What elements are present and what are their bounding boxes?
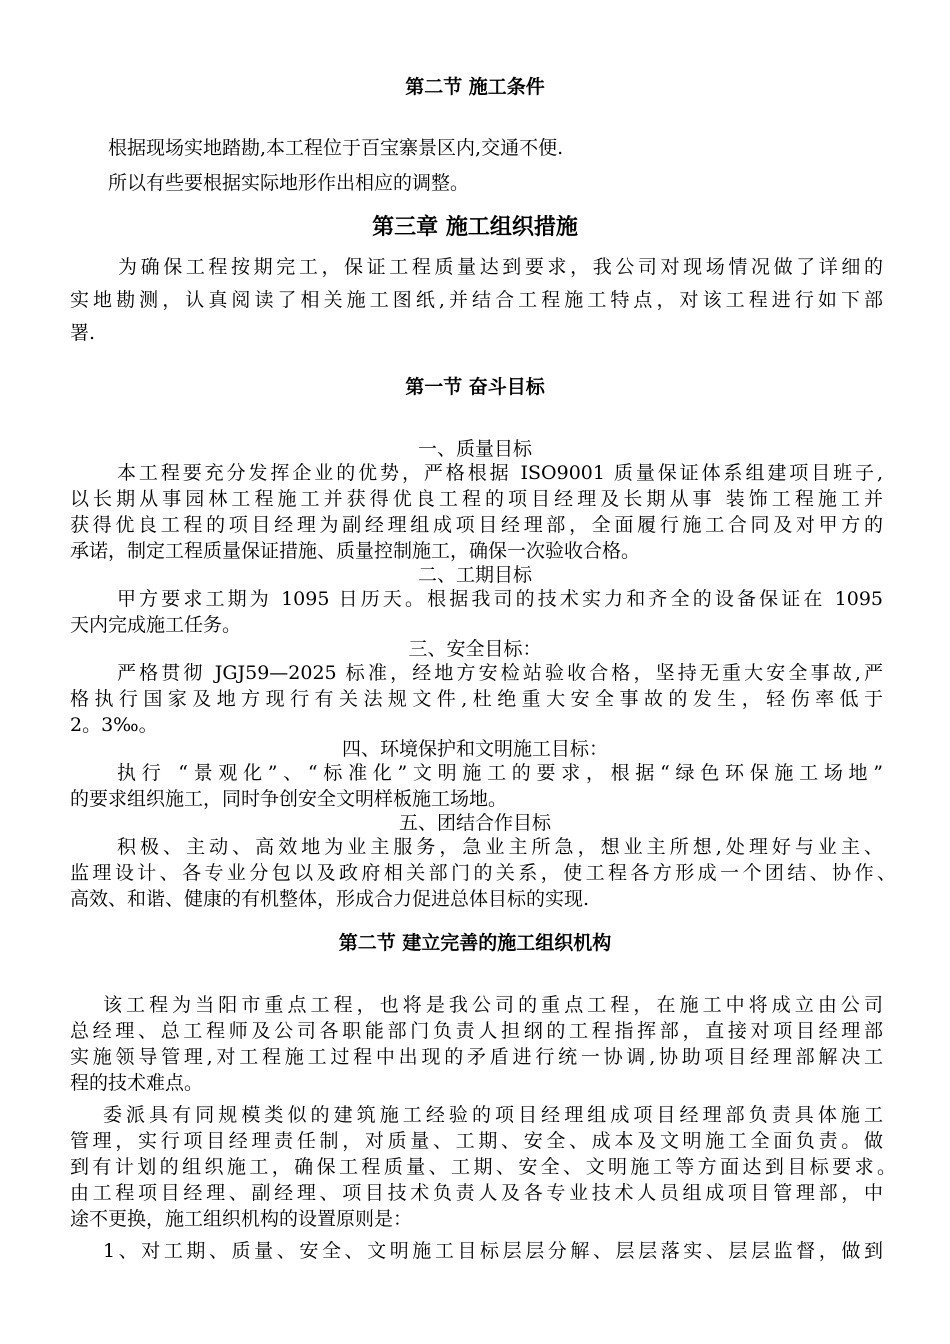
paragraph-line: 以长期从事园林工程施工并获得优良工程的项目经理及长期从事 装饰工程施工并 [70, 488, 883, 510]
paragraph-line: 委派具有同规模类似的建筑施工经验的项目经理组成项目经理部负责具体施工 [103, 1104, 883, 1126]
paragraph-line: 总经理、总工程师及公司各职能部门负责人担纲的工程指挥部，直接对项目经理部 [70, 1020, 883, 1042]
paragraph-line: 格执行国家及地方现行有关法规文件,杜绝重大安全事故的发生，轻伤率低于 [70, 688, 883, 710]
paragraph-line: 执行 “景观化”、“标准化”文明施工的要求，根据“绿色环保施工场地” [117, 762, 883, 784]
paragraph-line: 途不更换，施工组织机构的设置原则是： [70, 1208, 413, 1230]
paragraph-line: 严格贯彻 JGJ59—2025 标准，经地方安检站验收合格，坚持无重大安全事故,严 [117, 662, 883, 684]
chapter-title: 第三章 施工组织措施 [372, 214, 578, 240]
paragraph-line: 积极、主动、高效地为业主服务，急业主所急，想业主所想,处理好与业主、 [117, 836, 883, 858]
paragraph-line: 署. [70, 322, 96, 344]
paragraph-line: 的要求组织施工，同时争创安全文明样板施工场地。 [70, 788, 508, 810]
paragraph-line: 1、对工期、质量、安全、文明施工目标层层分解、层层落实、层层监督，做到 [103, 1240, 883, 1262]
goal-title-quality: 一、质量目标 [417, 438, 532, 460]
paragraph-line: 监理设计、各专业分包以及政府相关部门的关系，使工程各方形成一个团结、协作、 [70, 862, 896, 884]
paragraph-line: 本工程要充分发挥企业的优势，严格根据 ISO9001 质量保证体系组建项目班子, [117, 462, 883, 484]
paragraph-line: 实地勘测，认真阅读了相关施工图纸,并结合工程施工特点，对该工程进行如下部 [70, 289, 883, 311]
goal-title-safety: 三、安全目标： [408, 638, 542, 660]
goal-title-cooperation: 五、团结合作目标 [398, 812, 551, 834]
paragraph-line: 由工程项目经理、副经理、项目技术负责人及各专业技术人员组成项目管理部，中 [70, 1182, 883, 1204]
paragraph-line: 到有计划的组织施工，确保工程质量、工期、安全、文明施工等方面达到目标要求。 [70, 1156, 896, 1178]
section-title-construction-conditions: 第二节 施工条件 [405, 76, 545, 98]
paragraph-line: 所以有些要根据实际地形作出相应的调整。 [108, 172, 470, 194]
goal-title-environment: 四、环境保护和文明施工目标： [341, 738, 608, 760]
paragraph-line: 实施领导管理,对工程施工过程中出现的矛盾进行统一协调,协助项目经理部解决工 [70, 1046, 883, 1068]
paragraph-line: 根据现场实地踏勘,本工程位于百宝寨景区内,交通不便. [108, 137, 564, 159]
goal-title-schedule: 二、工期目标 [417, 564, 532, 586]
paragraph-line: 获得优良工程的项目经理为副经理组成项目经理部，全面履行施工合同及对甲方的 [70, 514, 883, 536]
section-title-goals: 第一节 奋斗目标 [405, 376, 545, 398]
paragraph-line: 管理，实行项目经理责任制，对质量、工期、安全、成本及文明施工全面负责。做 [70, 1130, 883, 1152]
paragraph-line: 该工程为当阳市重点工程，也将是我公司的重点工程，在施工中将成立由公司 [103, 994, 883, 1016]
paragraph-line: 甲方要求工期为 1095 日历天。根据我司的技术实力和齐全的设备保证在 1095 [117, 588, 883, 610]
paragraph-line: 为确保工程按期完工，保证工程质量达到要求，我公司对现场情况做了详细的 [118, 256, 883, 278]
section-title-organization: 第二节 建立完善的施工组织机构 [338, 932, 612, 954]
paragraph-line: 2。3‰。 [70, 714, 158, 736]
paragraph-line: 天内完成施工任务。 [70, 614, 242, 636]
paragraph-line: 承诺，制定工程质量保证措施、质量控制施工，确保一次验收合格。 [70, 540, 641, 562]
paragraph-line: 程的技术难点。 [70, 1072, 204, 1094]
paragraph-line: 高效、和谐、健康的有机整体，形成合力促进总体目标的实现. [70, 888, 590, 910]
